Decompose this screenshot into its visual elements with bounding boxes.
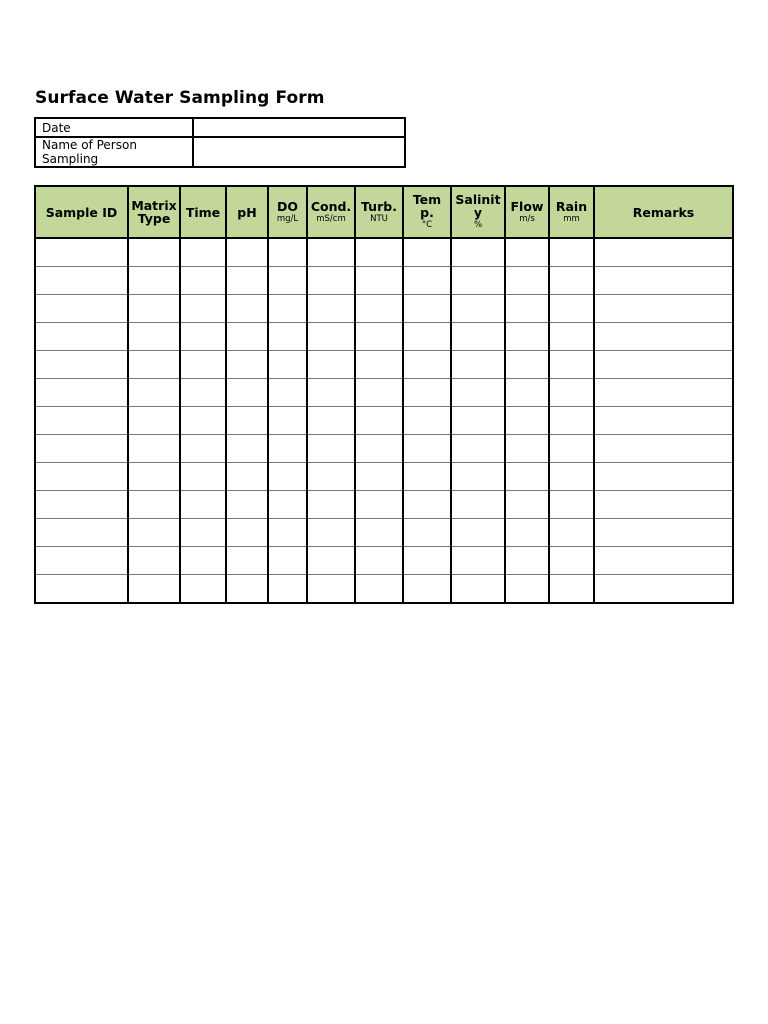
table-cell[interactable] [307,407,355,435]
table-cell[interactable] [307,463,355,491]
table-cell[interactable] [451,407,505,435]
table-cell[interactable] [355,379,403,407]
table-cell[interactable] [35,267,128,295]
table-cell[interactable] [355,295,403,323]
table-cell[interactable] [403,491,451,519]
table-cell[interactable] [268,407,307,435]
table-cell[interactable] [355,351,403,379]
col-sample-id: Sample ID [35,186,128,238]
table-cell[interactable] [180,379,226,407]
table-cell[interactable] [505,407,549,435]
table-cell[interactable] [226,267,268,295]
table-cell[interactable] [403,547,451,575]
table-cell[interactable] [594,351,733,379]
table-cell[interactable] [355,435,403,463]
table-cell[interactable] [505,463,549,491]
table-cell[interactable] [307,238,355,267]
col-cond: Cond. mS/cm [307,186,355,238]
table-cell[interactable] [549,267,594,295]
unit-do: mg/L [276,213,299,224]
table-cell[interactable] [180,575,226,604]
person-row [35,137,405,167]
table-cell[interactable] [307,351,355,379]
table-row [35,407,733,435]
table-cell[interactable] [268,238,307,267]
table-row [35,267,733,295]
table-cell[interactable] [180,323,226,351]
table-cell[interactable] [403,323,451,351]
table-cell[interactable] [268,575,307,604]
table-cell[interactable] [307,379,355,407]
table-cell[interactable] [505,267,549,295]
table-cell[interactable] [226,435,268,463]
table-cell[interactable] [226,463,268,491]
table-cell[interactable] [549,519,594,547]
table-cell[interactable] [403,267,451,295]
table-cell[interactable] [226,547,268,575]
table-cell[interactable] [594,435,733,463]
table-cell[interactable] [594,295,733,323]
table-cell[interactable] [505,435,549,463]
table-cell[interactable] [128,575,180,604]
table-cell[interactable] [451,491,505,519]
table-cell[interactable] [505,295,549,323]
table-cell[interactable] [268,519,307,547]
table-row [35,379,733,407]
table-cell[interactable] [268,351,307,379]
table-cell[interactable] [505,323,549,351]
table-cell[interactable] [268,295,307,323]
table-cell[interactable] [451,238,505,267]
table-cell[interactable] [403,351,451,379]
table-cell[interactable] [35,238,128,267]
table-cell[interactable] [355,491,403,519]
col-ph: pH [226,186,268,238]
table-cell[interactable] [451,547,505,575]
table-cell[interactable] [180,547,226,575]
table-cell[interactable] [594,547,733,575]
table-cell[interactable] [180,351,226,379]
table-cell[interactable] [128,323,180,351]
table-header-row [35,186,733,238]
unit-cond: mS/cm [316,213,346,224]
unit-salinity: % [473,220,483,230]
table-cell[interactable] [226,351,268,379]
table-cell[interactable] [35,491,128,519]
table-cell[interactable] [180,238,226,267]
table-cell[interactable] [403,463,451,491]
table-cell[interactable] [451,351,505,379]
col-do: DO mg/L [268,186,307,238]
table-row [35,547,733,575]
table-cell[interactable] [226,407,268,435]
table-cell[interactable] [307,267,355,295]
table-cell[interactable] [128,547,180,575]
table-cell[interactable] [549,323,594,351]
table-cell[interactable] [268,267,307,295]
table-cell[interactable] [549,435,594,463]
table-cell[interactable] [549,238,594,267]
table-cell[interactable] [307,575,355,604]
table-row [35,295,733,323]
unit-rain: mm [563,213,580,224]
table-cell[interactable] [549,379,594,407]
table-cell[interactable] [35,407,128,435]
table-cell[interactable] [594,238,733,267]
date-label: Date [35,118,193,137]
table-cell[interactable] [549,407,594,435]
table-cell[interactable] [307,435,355,463]
table-cell[interactable] [128,491,180,519]
date-field[interactable] [193,118,405,137]
col-salinity: Salinity % [451,186,505,238]
table-cell[interactable] [180,491,226,519]
table-cell[interactable] [226,379,268,407]
table-cell[interactable] [403,407,451,435]
table-row [35,323,733,351]
table-cell[interactable] [128,463,180,491]
table-cell[interactable] [128,407,180,435]
table-cell[interactable] [594,267,733,295]
table-cell[interactable] [594,519,733,547]
table-cell[interactable] [594,463,733,491]
table-cell[interactable] [594,379,733,407]
table-cell[interactable] [505,575,549,604]
table-cell[interactable] [549,463,594,491]
table-cell[interactable] [268,463,307,491]
person-field[interactable] [193,137,405,167]
table-cell[interactable] [35,547,128,575]
table-cell[interactable] [549,575,594,604]
table-cell[interactable] [226,323,268,351]
table-row [35,435,733,463]
table-cell[interactable] [451,575,505,604]
col-rain: Rain mm [549,186,594,238]
col-time: Time [180,186,226,238]
table-cell[interactable] [549,295,594,323]
table-cell[interactable] [355,407,403,435]
table-cell[interactable] [451,463,505,491]
table-cell[interactable] [226,575,268,604]
form-title: Surface Water Sampling Form [35,88,325,108]
table-cell[interactable] [268,491,307,519]
table-row [35,519,733,547]
table-cell[interactable] [35,519,128,547]
table-cell[interactable] [226,238,268,267]
table-cell[interactable] [226,519,268,547]
table-cell[interactable] [180,407,226,435]
unit-turb: NTU [370,213,388,224]
table-cell[interactable] [505,547,549,575]
table-cell[interactable] [35,351,128,379]
table-cell[interactable] [35,323,128,351]
table-cell[interactable] [594,323,733,351]
sampling-table [34,185,734,604]
table-cell[interactable] [403,238,451,267]
unit-temp: °C [421,220,433,230]
table-row [35,351,733,379]
person-label: Name of Person Sampling [35,137,193,167]
table-cell[interactable] [505,351,549,379]
col-turb: Turb. NTU [355,186,403,238]
table-cell[interactable] [180,463,226,491]
table-cell[interactable] [307,547,355,575]
table-cell[interactable] [451,435,505,463]
table-cell[interactable] [268,379,307,407]
table-body [35,238,733,603]
table-cell[interactable] [505,238,549,267]
table-cell[interactable] [128,295,180,323]
table-cell[interactable] [35,463,128,491]
table-cell[interactable] [355,463,403,491]
col-flow: Flow m/s [505,186,549,238]
table-cell[interactable] [35,435,128,463]
table-cell[interactable] [451,519,505,547]
table-cell[interactable] [128,379,180,407]
table-cell[interactable] [268,547,307,575]
table-cell[interactable] [403,575,451,604]
table-cell[interactable] [35,379,128,407]
table-cell[interactable] [35,575,128,604]
table-row [35,238,733,267]
table-cell[interactable] [549,547,594,575]
table-cell[interactable] [403,435,451,463]
table-cell[interactable] [505,491,549,519]
table-cell[interactable] [594,407,733,435]
table-cell[interactable] [355,575,403,604]
table-cell[interactable] [226,295,268,323]
table-cell[interactable] [35,295,128,323]
table-cell[interactable] [355,519,403,547]
table-cell[interactable] [226,491,268,519]
unit-flow: m/s [519,213,535,224]
table-cell[interactable] [128,238,180,267]
table-cell[interactable] [268,323,307,351]
table-cell[interactable] [451,323,505,351]
table-cell[interactable] [180,295,226,323]
table-cell[interactable] [355,267,403,295]
header-info-table [34,117,406,168]
table-cell[interactable] [549,351,594,379]
table-cell[interactable] [451,379,505,407]
table-row [35,491,733,519]
table-cell[interactable] [355,323,403,351]
table-cell[interactable] [403,379,451,407]
table-cell[interactable] [180,435,226,463]
col-matrix-type: Matrix Type [128,186,180,238]
table-cell[interactable] [355,547,403,575]
table-cell[interactable] [505,379,549,407]
col-remarks: Remarks [594,186,733,238]
table-cell[interactable] [403,519,451,547]
table-cell[interactable] [594,491,733,519]
table-cell[interactable] [128,519,180,547]
table-cell[interactable] [128,351,180,379]
table-cell[interactable] [307,323,355,351]
table-cell[interactable] [128,267,180,295]
table-cell[interactable] [307,519,355,547]
col-temp: Temp. °C [403,186,451,238]
table-cell[interactable] [403,295,451,323]
table-cell[interactable] [307,295,355,323]
table-cell[interactable] [307,491,355,519]
table-row [35,463,733,491]
table-cell[interactable] [505,519,549,547]
table-cell[interactable] [180,519,226,547]
table-cell[interactable] [268,435,307,463]
date-row [35,118,405,137]
table-cell[interactable] [355,238,403,267]
table-cell[interactable] [594,575,733,604]
table-cell[interactable] [180,267,226,295]
table-cell[interactable] [128,435,180,463]
table-cell[interactable] [549,491,594,519]
table-row [35,575,733,604]
table-cell[interactable] [451,267,505,295]
table-cell[interactable] [451,295,505,323]
